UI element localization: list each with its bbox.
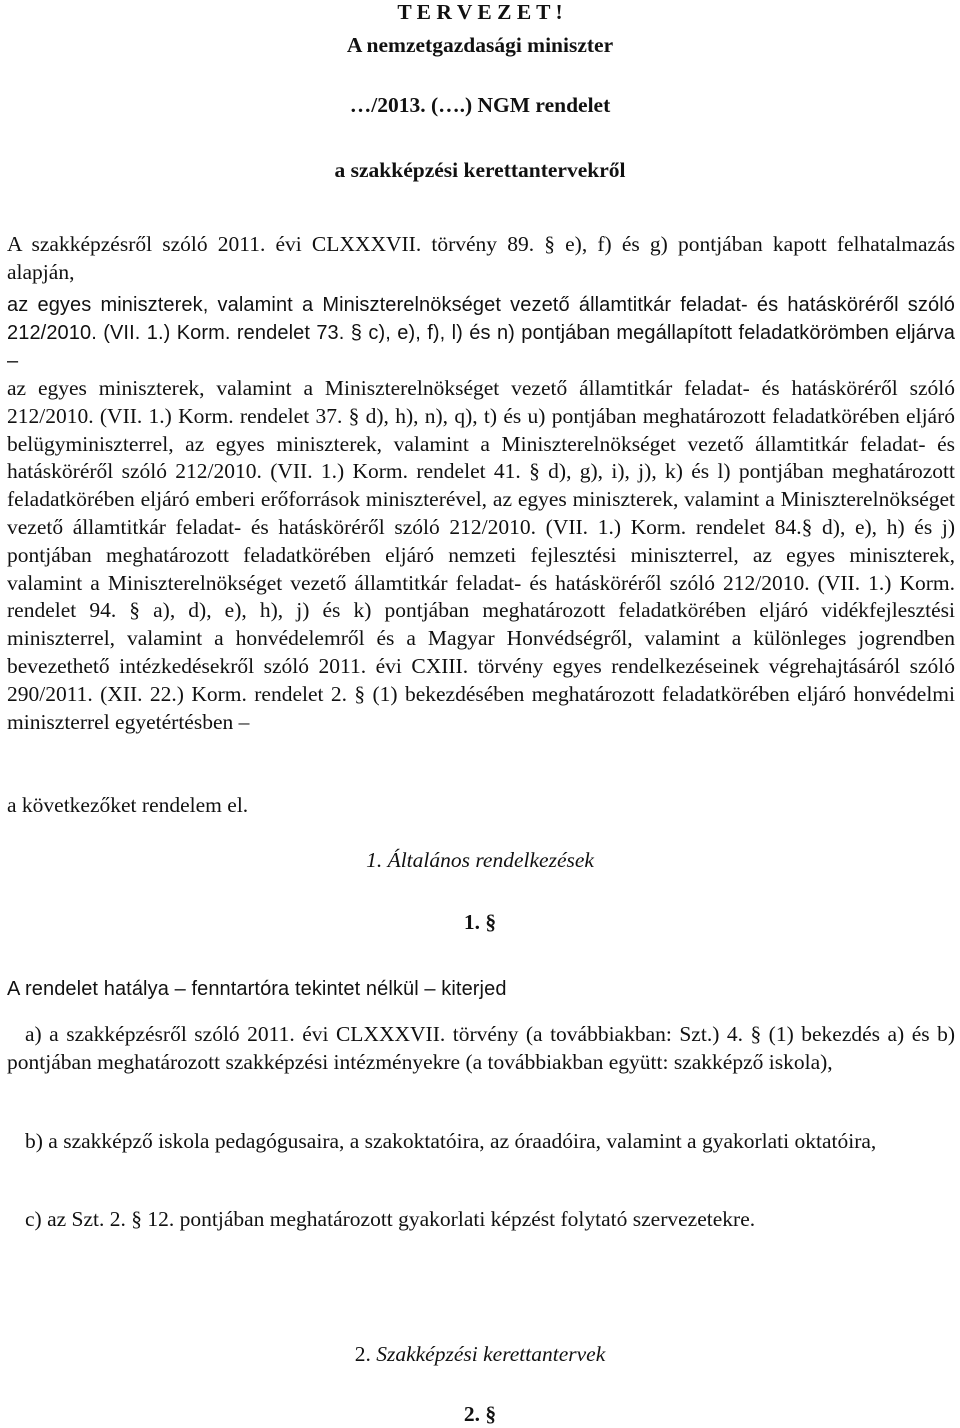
scope-item-b: b) a szakképző iskola pedagógusaira, a szakoktatóira, az óraadóira, valamint a gyakorlati oktatóira, [25, 1129, 877, 1153]
paragraph-1: 1. § [463, 910, 497, 934]
preamble-consent: az egyes miniszterek, valamint a Miniszterelnökséget vezető államtitkár feladat- és hatásköréről szóló 212/2010. (VII. 1.) Korm. rendelet 37. § d), h), n), q), t) és u) pontjában meghatározott feladatkörében eljáró belügyminiszterrel, az egyes miniszterek, valamint a Miniszterelnökséget vezető államtitkár feladat- és hatásköréről szóló 212/2010. (VII. 1.) Korm. rendelet 41. § d), g), i), j), k) és l) pontjában meghatározott feladatkörében eljáró emberi erőforrások miniszterével, az egyes miniszterek, valamint a Miniszterelnökséget vezető államtitkár feladat- és hatásköréről szóló 212/2010. (VII. 1.) Korm. rendelet 84.§ d), e), h) és j) pontjában meghatározott feladatkörében eljáró nemzeti fejlesztési miniszterrel, az egyes miniszterek, valamint a Miniszterelnökséget vezető államtitkár feladat- és hatásköréről szóló 212/2010. (VII. 1.) Korm. rendelet 94. § a), d), e), h), j) és k) pontjában meghatározott feladatkörében eljáró vidékfejlesztési miniszterrel, valamint a honvédelemről és a Magyar Honvédségről, valamint a különleges jogrendben bevezethető intézkedésekről szóló 2011. évi CXIII. törvény egyes rendelkezéseinek végrehajtásáról szóló 290/2011. (XII. 22.) Korm. rendelet 2. § (1) bekezdésében meghatározott feladatkörében eljáró honvédelmi miniszterrel egyetértésben – [7, 376, 955, 734]
paragraph-2: 2. § [463, 1402, 497, 1426]
decree-title: a szakképzési kerettantervekről [334, 158, 626, 182]
preamble-enactment: a következőket rendelem el. [7, 793, 249, 817]
scope-intro: A rendelet hatálya – fenntartóra tekintet nélkül – kiterjed [7, 978, 507, 1000]
preamble-competence: az egyes miniszterek, valamint a Miniszterelnökséget vezető államtitkár feladat- és hatásköréről szóló 212/2010. (VII. 1.) Korm. rendelet 73. § c), e), f), l) és n) pontjában megállapított feladatkörömben eljárva – [7, 294, 955, 372]
draft-label: T E R V E Z E T ! [397, 0, 563, 24]
section-2-heading: 2. Szakképzési kerettantervek [354, 1342, 606, 1366]
preamble-authorization: A szakképzésről szóló 2011. évi CLXXXVII. törvény 89. § e), f) és g) pontjában kapott felhatalmazás alapján, [7, 232, 955, 284]
section-1-heading: 1. Általános rendelkezések [366, 848, 594, 872]
minister-title: A nemzetgazdasági miniszter [346, 33, 614, 57]
decree-number: …/2013. (….) NGM rendelet [349, 93, 611, 117]
scope-item-c: c) az Szt. 2. § 12. pontjában meghatározott gyakorlati képzést folytató szervezetekre. [25, 1207, 756, 1231]
scope-item-a: a) a szakképzésről szóló 2011. évi CLXXXVII. törvény (a továbbiakban: Szt.) 4. § (1) bekezdés a) és b) pontjában meghatározott szakképzési intézményekre (a továbbiakban együtt: szakképző iskola), [7, 1022, 955, 1074]
